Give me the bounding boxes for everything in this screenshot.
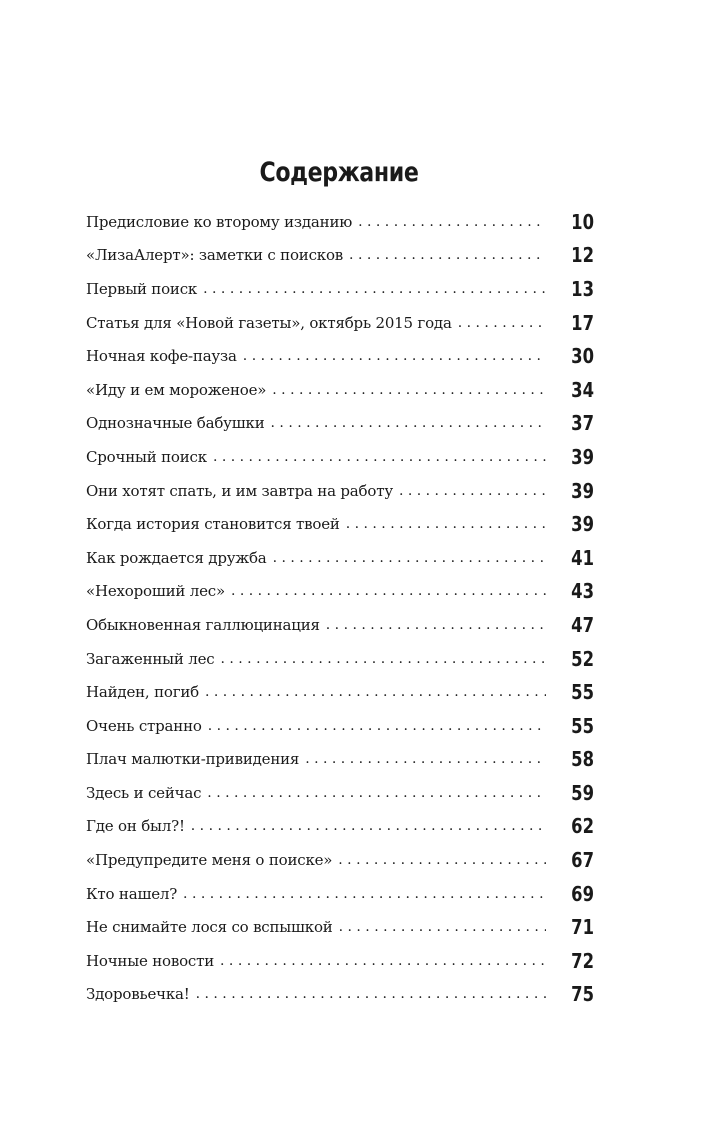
dot-leader <box>326 615 546 635</box>
toc-entry-page: 43 <box>555 579 594 603</box>
toc-entry-page: 47 <box>555 613 594 637</box>
toc-entry-title: Где он был?! <box>86 816 191 836</box>
dot-leader <box>213 447 546 467</box>
toc-entry[interactable] <box>86 507 594 541</box>
table-of-contents <box>86 205 594 1011</box>
toc-entry-page: 72 <box>555 949 594 973</box>
toc-entry[interactable] <box>86 306 594 340</box>
toc-entry-title: «Иду и ем мороженое» <box>86 380 272 400</box>
toc-entry-page: 17 <box>555 311 594 335</box>
toc-entry-page: 67 <box>555 848 594 872</box>
dot-leader <box>243 346 546 366</box>
toc-entry-title: Первый поиск <box>86 279 203 299</box>
toc-entry-page: 62 <box>555 814 594 838</box>
toc-entry[interactable] <box>86 910 594 944</box>
toc-entry-page: 37 <box>555 411 594 435</box>
toc-entry[interactable] <box>86 843 594 877</box>
toc-entry-title: Не снимайте лося со вспышкой <box>86 917 339 937</box>
page-title: Содержание <box>259 157 419 189</box>
toc-entry-title: Срочный поиск <box>86 447 213 467</box>
toc-entry-title: Здесь и сейчас <box>86 783 207 803</box>
dot-leader <box>458 313 546 333</box>
toc-entry[interactable] <box>86 608 594 642</box>
toc-entry-title: Они хотят спать, и им завтра на работу <box>86 481 399 501</box>
toc-entry-title: Обыкновенная галлюцинация <box>86 615 326 635</box>
toc-entry-page: 39 <box>555 512 594 536</box>
toc-entry[interactable] <box>86 239 594 273</box>
toc-entry-page: 10 <box>555 210 594 234</box>
toc-entry-page: 13 <box>555 277 594 301</box>
toc-entry-title: Кто нашел? <box>86 884 183 904</box>
toc-entry-page: 71 <box>555 915 594 939</box>
toc-entry-title: Предисловие ко второму изданию <box>86 212 358 232</box>
dot-leader <box>220 951 546 971</box>
toc-entry-title: Очень странно <box>86 716 208 736</box>
dot-leader <box>203 279 546 299</box>
dot-leader <box>346 514 546 534</box>
toc-entry[interactable] <box>86 440 594 474</box>
toc-entry-page: 30 <box>555 344 594 368</box>
dot-leader <box>271 413 546 433</box>
toc-entry-title: Однозначные бабушки <box>86 413 271 433</box>
toc-entry-page: 12 <box>555 243 594 267</box>
toc-entry-page: 59 <box>555 781 594 805</box>
toc-entry[interactable] <box>86 642 594 676</box>
dot-leader <box>305 749 546 769</box>
dot-leader <box>358 212 546 232</box>
toc-entry[interactable] <box>86 743 594 777</box>
toc-entry-title: «Предупредите меня о поиске» <box>86 850 338 870</box>
toc-entry-title: Ночные новости <box>86 951 220 971</box>
toc-entry-page: 58 <box>555 747 594 771</box>
toc-entry[interactable] <box>86 474 594 508</box>
toc-entry[interactable] <box>86 272 594 306</box>
toc-entry-page: 75 <box>555 982 594 1006</box>
toc-entry-title: Ночная кофе-пауза <box>86 346 243 366</box>
dot-leader <box>208 716 546 736</box>
toc-entry-title: Загаженный лес <box>86 649 220 669</box>
toc-entry[interactable] <box>86 709 594 743</box>
toc-entry[interactable] <box>86 776 594 810</box>
toc-entry-page: 34 <box>555 378 594 402</box>
toc-entry-page: 39 <box>555 445 594 469</box>
dot-leader <box>339 917 546 937</box>
toc-entry-title: «Нехороший лес» <box>86 581 231 601</box>
dot-leader <box>272 380 546 400</box>
dot-leader <box>191 816 546 836</box>
dot-leader <box>205 682 546 702</box>
toc-entry[interactable] <box>86 675 594 709</box>
toc-entry[interactable] <box>86 944 594 978</box>
dot-leader <box>231 581 546 601</box>
toc-entry-title: Статья для «Новой газеты», октябрь 2015 года <box>86 313 458 333</box>
toc-entry-page: 55 <box>555 714 594 738</box>
toc-entry[interactable] <box>86 978 594 1012</box>
dot-leader <box>207 783 546 803</box>
dot-leader <box>273 548 546 568</box>
toc-entry-page: 69 <box>555 882 594 906</box>
toc-entry-title: Здоровьечка! <box>86 984 196 1004</box>
toc-entry-page: 52 <box>555 647 594 671</box>
toc-entry-page: 41 <box>555 546 594 570</box>
toc-entry-title: Как рождается дружба <box>86 548 273 568</box>
toc-entry-title: «ЛизаАлерт»: заметки с поисков <box>86 245 349 265</box>
dot-leader <box>349 245 546 265</box>
dot-leader <box>183 884 546 904</box>
toc-entry-title: Найден, погиб <box>86 682 205 702</box>
toc-entry[interactable] <box>86 541 594 575</box>
toc-entry[interactable] <box>86 407 594 441</box>
toc-entry[interactable] <box>86 877 594 911</box>
toc-entry-title: Когда история становится твоей <box>86 514 346 534</box>
toc-entry[interactable] <box>86 205 594 239</box>
toc-entry-title: Плач малютки-привидения <box>86 749 305 769</box>
dot-leader <box>338 850 546 870</box>
toc-entry[interactable] <box>86 810 594 844</box>
dot-leader <box>399 481 546 501</box>
toc-entry[interactable] <box>86 339 594 373</box>
toc-entry-page: 39 <box>555 479 594 503</box>
toc-entry[interactable] <box>86 373 594 407</box>
toc-entry-page: 55 <box>555 680 594 704</box>
toc-entry[interactable] <box>86 575 594 609</box>
dot-leader <box>196 984 546 1004</box>
dot-leader <box>220 649 546 669</box>
